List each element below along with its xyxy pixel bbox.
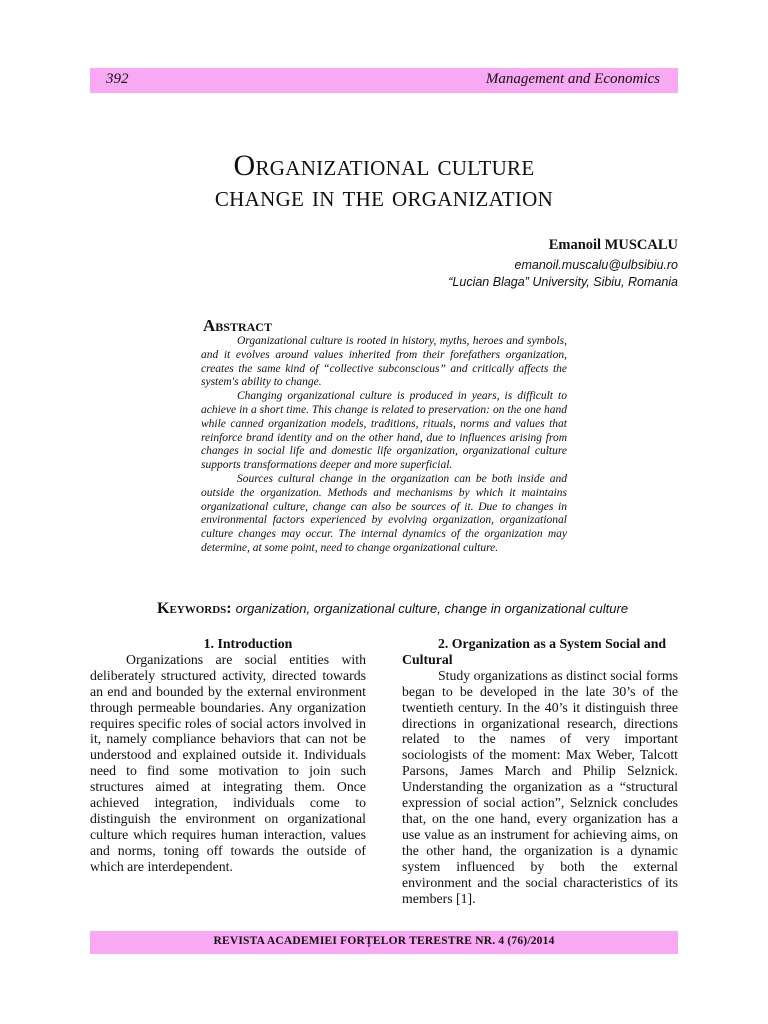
journal-section: Management and Economics xyxy=(485,71,660,87)
section-heading-organization-system: 2. Organization as a System Social and Cultural xyxy=(402,636,667,667)
author-email: emanoil.muscalu@ulbsibiu.ro xyxy=(514,258,678,272)
journal-footer: REVISTA ACADEMIEI FORȚELOR TERESTRE NR. 4 (76)/2014 xyxy=(213,935,555,947)
column-right xyxy=(402,636,678,906)
keywords-label: Keywords: xyxy=(157,600,232,617)
section-body-introduction: Organizations are social entities with deliberately structured activity, directed towards an end and bounded by the external environment through permeable boundaries. Any organization requires specific roles of social actors involved in it, namely compliance behaviors that can not be understood and explained outside it. Individuals need to find some motivation to join such structures aimed at integrating them. Once achieved integration, individuals come to distinguish the environment on organizational culture which requires human interaction, values and norms, toning off towards the outside of which are interdependent. xyxy=(90,651,366,874)
author-affiliation: “Lucian Blaga” University, Sibiu, Romania xyxy=(448,275,678,289)
author-name: Emanoil MUSCALU xyxy=(548,237,678,253)
article-title xyxy=(90,150,678,212)
section-heading-introduction: 1. Introduction xyxy=(203,636,293,651)
page-number: 392 xyxy=(106,71,129,87)
abstract-body xyxy=(201,335,567,556)
title-line-1: Organizational culture xyxy=(233,149,535,182)
keywords-text: organization, organizational culture, change in organizational culture xyxy=(235,601,629,616)
abstract-paragraph: Changing organizational culture is produced in years, is difficult to achieve in a short time. This change is related to preservation: on the one hand while canned organization models, traditions, rituals, norms and values that reinforce brand identity and on the other hand, due to influences arising from changes in social life and domestic life organization, organizational culture supports transformations deeper and more superficial. xyxy=(201,390,567,472)
section-body-organization-system: Study organizations as distinct social forms began to be developed in the late 30’s of the twentieth century. In the 40’s it distinguish three directions in organizational research, directions related to the names of very important sociologists of the moment: Max Weber, Talcott Parsons, James March and Philip Selznick. Understanding the organization as a “structural expression of social action”, Selznick concludes that, on the one hand, every organization has a use value as an instrument for achieving aims, on the other hand, the organization is a dynamic system influenced by both the external environment and the social characteristics of its members [1]. xyxy=(402,667,679,906)
abstract-paragraph: Sources cultural change in the organization can be both inside and outside the organization. Methods and mechanisms by which it maintains organizational culture, change can also be sources of it. Due to changes in environmental factors experienced by evolving organization, organizational culture changes may occur. The internal dynamics of the organization may determine, at some point, need to change organizational culture. xyxy=(201,472,567,554)
abstract-paragraph: Organizational culture is rooted in history, myths, heroes and symbols, and it evolves around values inherited from their forefathers organization, creates the same kind of “collective subconscious” and critically affects the system's ability to change. xyxy=(201,335,567,389)
page-footer-band xyxy=(90,931,678,954)
page-header-band xyxy=(90,68,678,93)
keywords-line xyxy=(157,600,628,618)
abstract-heading: Abstract xyxy=(203,316,272,335)
title-line-2: change in the organization xyxy=(214,180,554,213)
column-left xyxy=(90,636,366,875)
